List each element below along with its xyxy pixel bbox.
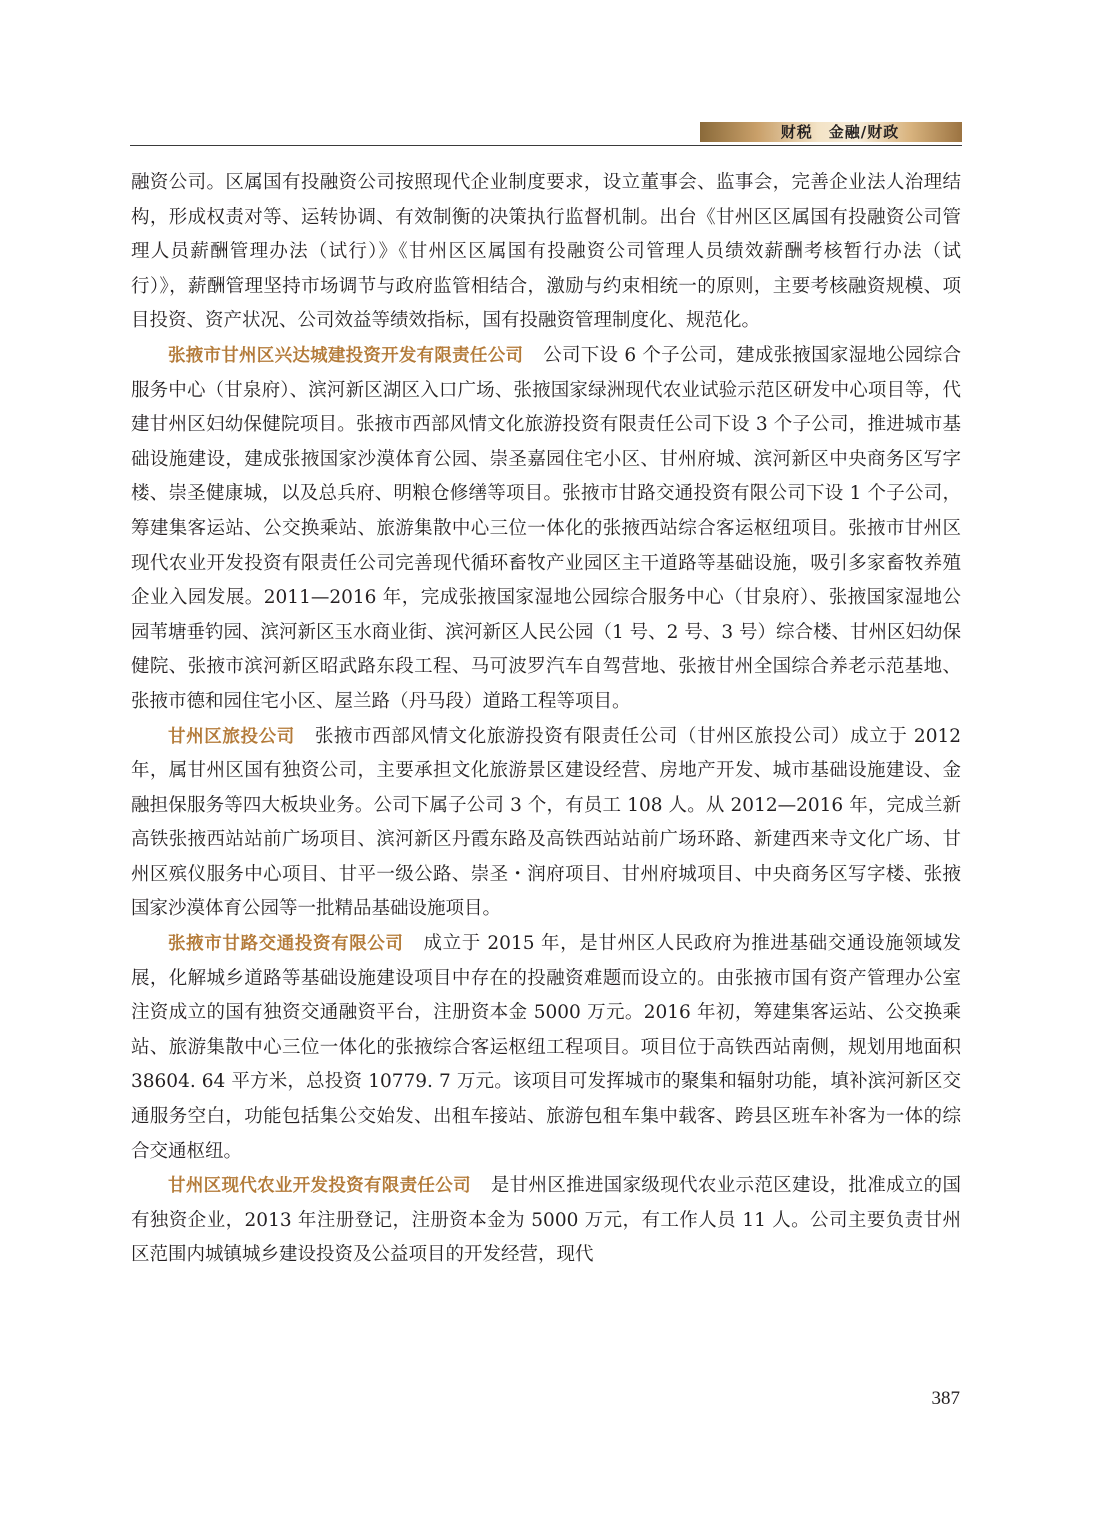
header-rule — [130, 145, 962, 146]
page-number: 387 — [931, 1388, 960, 1409]
paragraph-modern-agriculture — [131, 1169, 961, 1273]
running-header-section: 财税 金融/财政 — [780, 123, 900, 141]
paragraph-text: 是甘州区推进国家级现代农业示范区建设，批准成立的国有独资企业，2013 年注册登记，注册资本金为 5000 万元，有工作人员 11 人。公司主要负责甘州区范围内城镇城乡建设投资及公益项目的开发经营，现代 — [131, 1175, 961, 1266]
paragraph-heading: 甘州区旅投公司 — [168, 726, 295, 747]
body-text — [131, 166, 961, 1273]
paragraph-text: 公司下设 6 个子公司，建成张掖国家湿地公园综合服务中心（甘泉府）、滨河新区湖区入口广场、张掖国家绿洲现代农业试验示范区研发中心项目等，代建甘州区妇幼保健院项目。张掖市西部风情文化旅游投资有限责任公司下设 3 个子公司，推进城市基础设施建设，建成张掖国家沙漠体育公园、崇圣嘉园住宅小区、甘州府城、滨河新区中央商务区写字楼、崇圣健康城，以及总兵府、明粮仓修缮等项目。张掖市甘路交通投资有限公司下设 1 个子公司，筹建集客运站、公交换乘站、旅游集散中心三位一体化的张掖西站综合客运枢纽项目。张掖市甘州区现代农业开发投资有限责任公司完善现代循环畜牧产业园区主干道路等基础设施，吸引多家畜牧养殖企业入园发展。2011—2016 年，完成张掖国家湿地公园综合服务中心（甘泉府）、张掖国家湿地公园苇塘垂钓园、滨河新区玉水商业街、滨河新区人民公园（1 号、2 号、3 号）综合楼、甘州区妇幼保健院、张掖市滨河新区昭武路东段工程、马可波罗汽车自驾营地、张掖甘州全国综合养老示范基地、张掖市德和园住宅小区、屋兰路（丹马段）道路工程等项目。 — [131, 344, 961, 712]
paragraph-tourism-investment — [131, 720, 961, 928]
paragraph-heading: 张掖市甘州区兴达城建投资开发有限责任公司 — [168, 345, 524, 366]
paragraph-text: 融资公司。区属国有投融资公司按照现代企业制度要求，设立董事会、监事会，完善企业法人治理结构，形成权责对等、运转协调、有效制衡的决策执行监督机制。出台《甘州区区属国有投融资公司管理人员薪酬管理办法（试行）》《甘州区区属国有投融资公司管理人员绩效薪酬考核暂行办法（试行）》，薪酬管理坚持市场调节与政府监管相结合，激励与约束相统一的原则，主要考核融资规模、项目投资、资产状况、公司效益等绩效指标，国有投融资管理制度化、规范化。 — [131, 172, 961, 332]
paragraph-xingda — [131, 339, 961, 720]
paragraph-continued — [131, 166, 961, 339]
paragraph-heading: 甘州区现代农业开发投资有限责任公司 — [168, 1176, 471, 1197]
paragraph-text: 张掖市西部风情文化旅游投资有限责任公司（甘州区旅投公司）成立于 2012 年，属甘州区国有独资公司，主要承担文化旅游景区建设经营、房地产开发、城市基础设施建设、金融担保服务等四大板块业务。公司下属子公司 3 个，有员工 108 人。从 2012—2016 年，完成兰新高铁张掖西站站前广场项目、滨河新区丹霞东路及高铁西站站前广场环路、新建西来寺文化广场、甘州区殡仪服务中心项目、甘平一级公路、崇圣・润府项目、甘州府城项目、中央商务区写字楼、张掖国家沙漠体育公园等一批精品基础设施项目。 — [131, 725, 962, 920]
paragraph-heading: 张掖市甘路交通投资有限公司 — [168, 934, 404, 955]
paragraph-ganlu-transport — [131, 927, 961, 1169]
paragraph-text: 成立于 2015 年，是甘州区人民政府为推进基础交通设施领域发展，化解城乡道路等基础设施建设项目中存在的投融资难题而设立的。由张掖市国有资产管理办公室注资成立的国有独资交通融资平台，注册资本金 5000 万元。2016 年初，筹建集客运站、公交换乘站、旅游集散中心三位一体化的张掖综合客运枢纽工程项目。项目位于高铁西站南侧，规划用地面积 38604. 64 平方米，总投资 10779. 7 万元。该项目可发挥城市的聚集和辐射功能，填补滨河新区交通服务空白，功能包括集公交始发、出租车接站、旅游包租车集中载客、跨县区班车补客为一体的综合交通枢纽。 — [131, 933, 961, 1162]
